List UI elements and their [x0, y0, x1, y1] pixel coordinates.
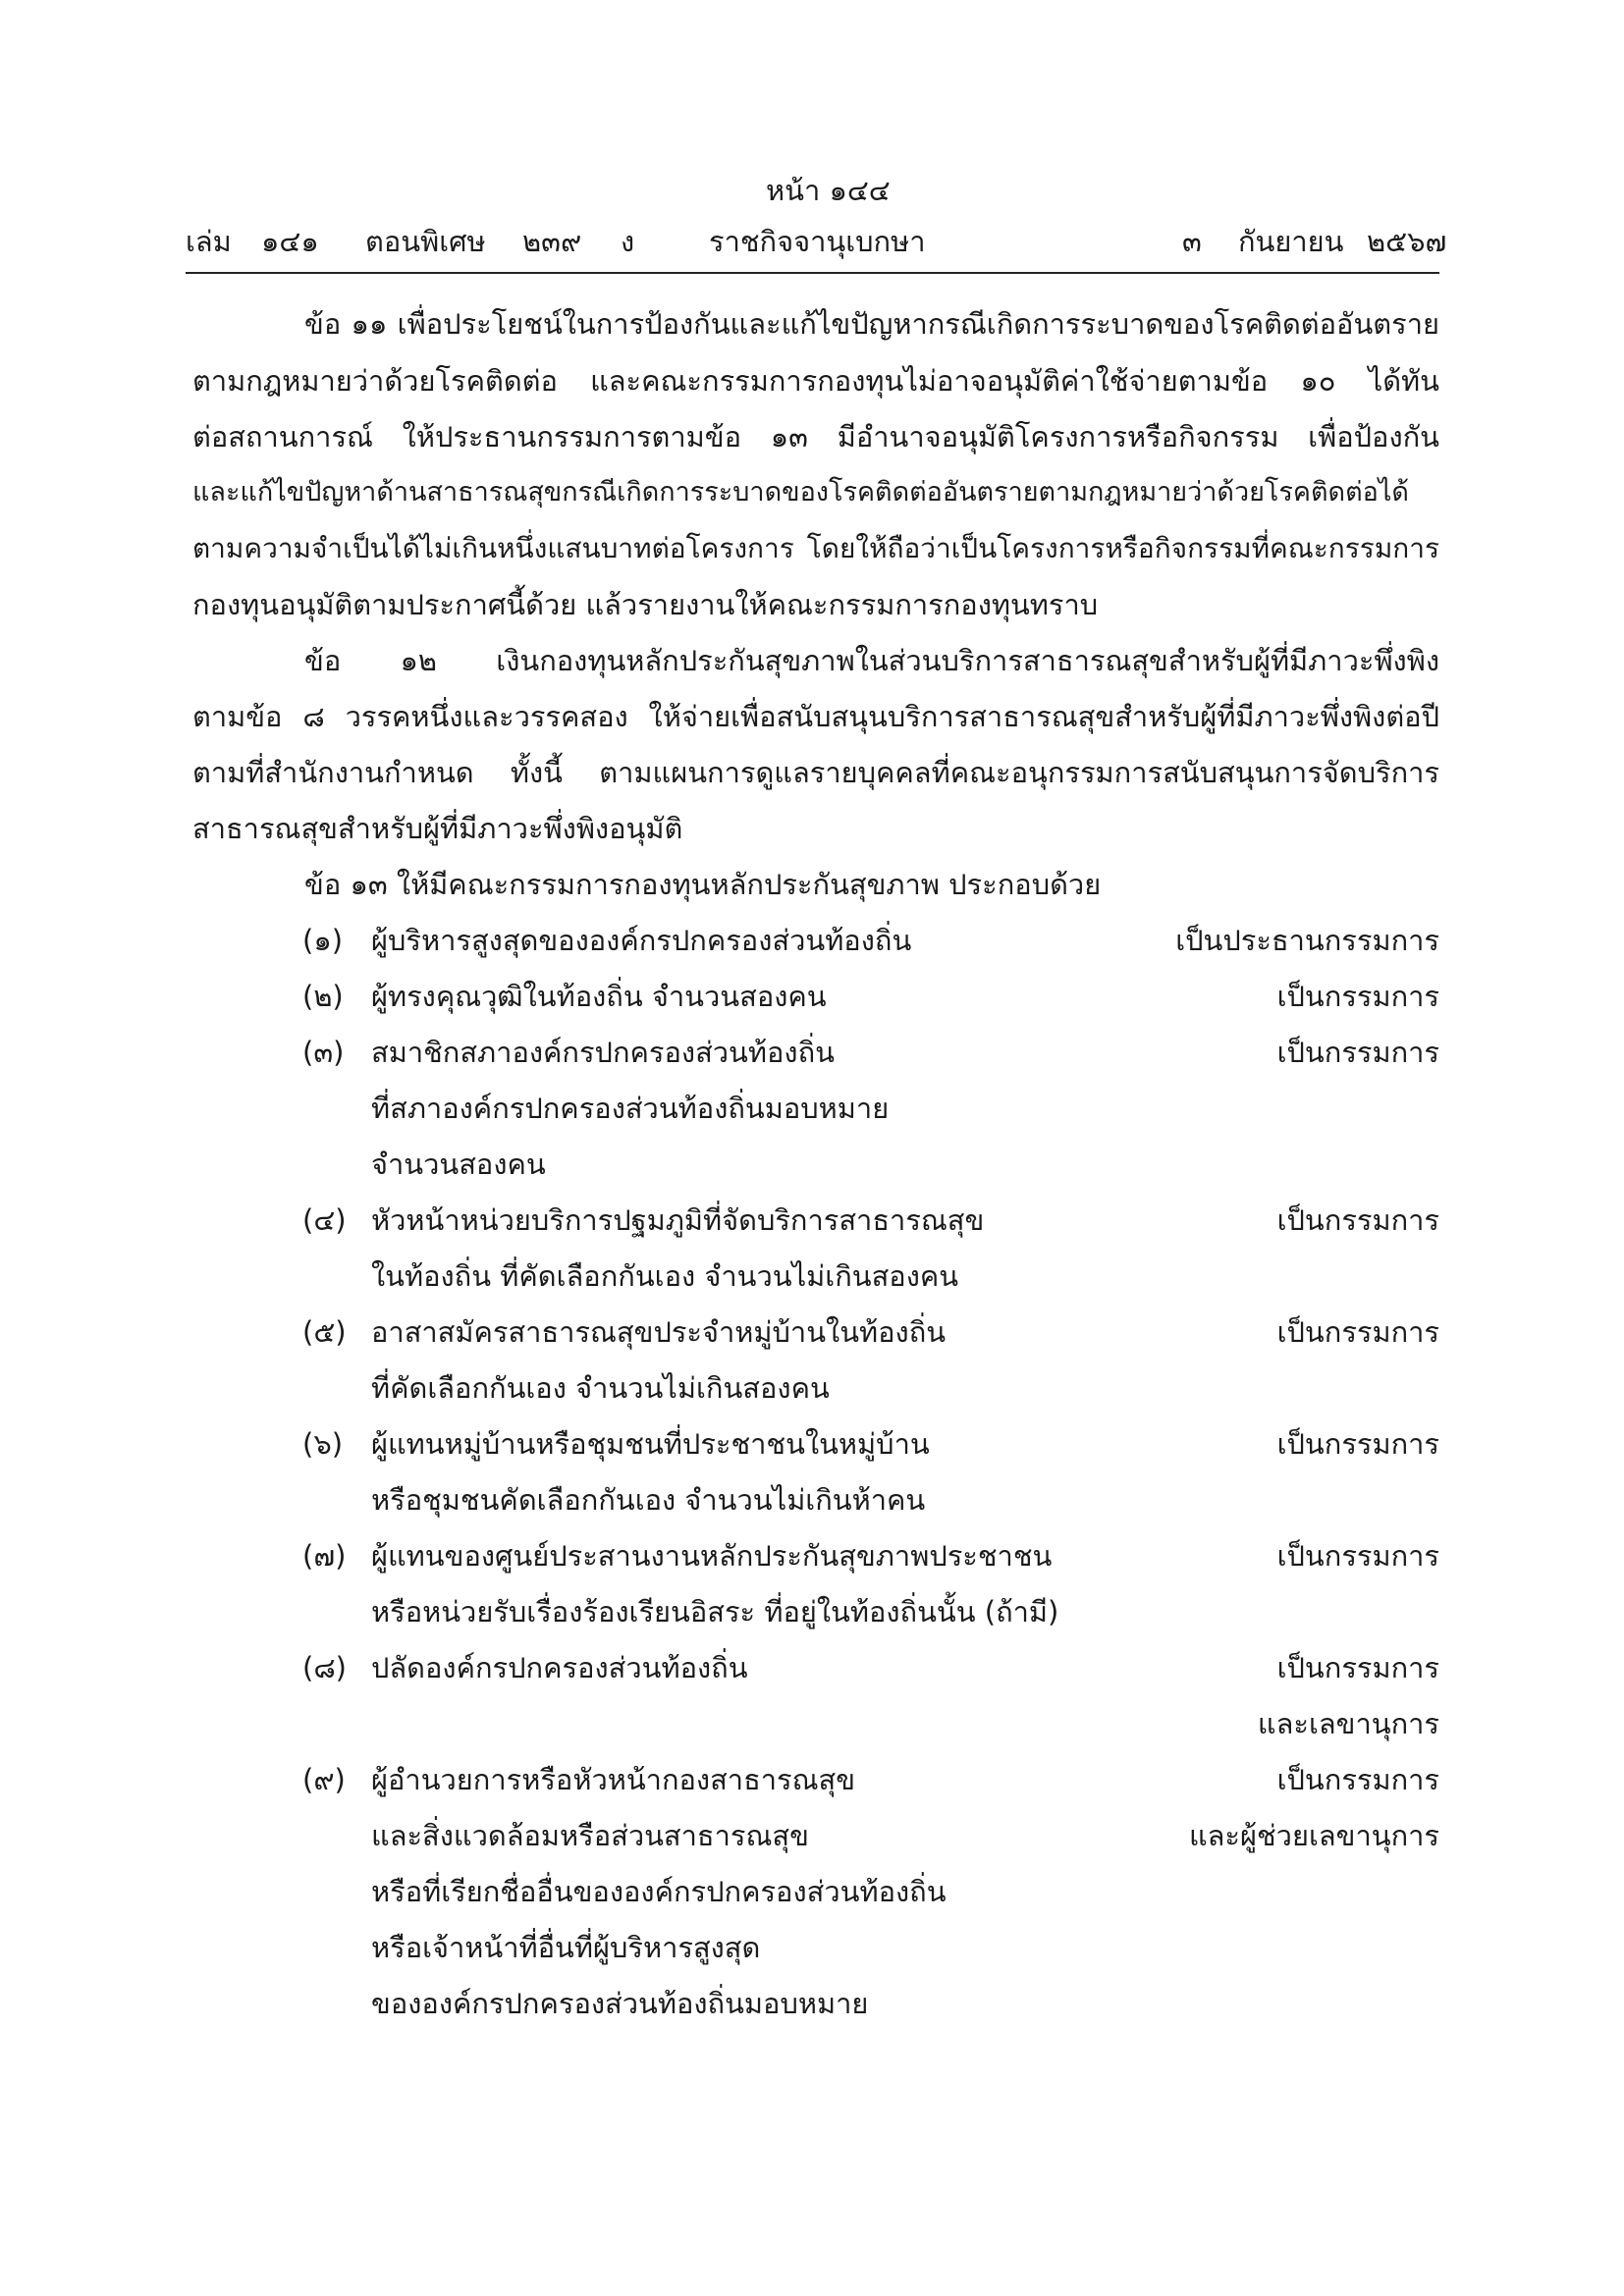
- member-role: เป็นกรรมการ: [1276, 980, 1439, 1013]
- section-number: ๒๓๙: [522, 225, 582, 258]
- member-description: หัวหน้าหน่วยบริการปฐมภูมิที่จัดบริการสาธารณสุข: [371, 1203, 985, 1237]
- member-description: หรือเจ้าหน้าที่อื่นที่ผู้บริหารสูงสุด: [371, 1931, 761, 1964]
- paragraph-line: ตามความจำเป็นได้ไม่เกินหนึ่งแสนบาทต่อโครงการ โดยให้ถือว่าเป็นโครงการหรือกิจกรรมที่คณะกรรมการ: [192, 532, 1439, 564]
- member-number: (๗): [302, 1539, 347, 1573]
- member-role: และผู้ช่วยเลขานุการ: [1188, 1819, 1439, 1852]
- date-year: ๒๕๖๗: [1367, 225, 1447, 258]
- publication-title: ราชกิจจานุเบกษา: [709, 225, 926, 258]
- member-description: ผู้อำนวยการหรือหัวหน้ากองสาธารณสุข: [371, 1763, 856, 1796]
- header-rule: [186, 272, 1439, 274]
- member-number: (๒): [302, 980, 344, 1013]
- paragraph-line: ตามข้อ ๘ วรรคหนึ่งและวรรคสอง ให้จ่ายเพื่อสนับสนุนบริการสาธารณสุขสำหรับผู้ที่มีภาวะพึ่งพิงต่อปี: [192, 700, 1439, 733]
- section-label: ตอนพิเศษ: [365, 225, 486, 258]
- member-role: เป็นกรรมการ: [1276, 1427, 1439, 1461]
- member-number: (๓): [302, 1036, 345, 1069]
- paragraph-line: กองทุนอนุมัติตามประกาศนี้ด้วย แล้วรายงานให้คณะกรรมการกองทุนทราบ: [192, 588, 1099, 621]
- member-description: หรือชุมชนคัดเลือกกันเอง จำนวนไม่เกินห้าคน: [371, 1483, 926, 1517]
- member-description: ผู้บริหารสูงสุดขององค์กรปกครองส่วนท้องถิ่น: [371, 924, 912, 957]
- member-role: เป็นกรรมการ: [1276, 1036, 1439, 1069]
- member-description: หรือหน่วยรับเรื่องร้องเรียนอิสระ ที่อยู่ในท้องถิ่นนั้น (ถ้ามี): [371, 1595, 1059, 1629]
- member-number: (๙): [302, 1763, 346, 1796]
- member-description: ผู้แทนของศูนย์ประสานงานหลักประกันสุขภาพประชาชน: [371, 1539, 1053, 1573]
- member-role: เป็นประธานกรรมการ: [1175, 924, 1439, 957]
- member-role: และเลขานุการ: [1257, 1707, 1439, 1740]
- member-description: จำนวนสองคน: [371, 1148, 546, 1181]
- paragraph-line: และแก้ไขปัญหาด้านสาธารณสุขกรณีเกิดการระบาดของโรคติดต่ออันตรายตามกฎหมายว่าด้วยโรคติดต่อได้: [192, 477, 1409, 507]
- member-number: (๖): [302, 1427, 344, 1461]
- section-letter: ง: [621, 225, 635, 258]
- clause-13-intro: ข้อ ๑๓ ให้มีคณะกรรมการกองทุนหลักประกันสุขภาพ ประกอบด้วย: [304, 868, 1102, 901]
- member-description: ผู้แทนหมู่บ้านหรือชุมชนที่ประชาชนในหมู่บ้าน: [371, 1427, 930, 1461]
- paragraph-line: ต่อสถานการณ์ ให้ประธานกรรมการตามข้อ ๑๓ มีอำนาจอนุมัติโครงการหรือกิจกรรม เพื่อป้องกัน: [192, 420, 1439, 454]
- member-description: ปลัดองค์กรปกครองส่วนท้องถิ่น: [371, 1651, 748, 1684]
- paragraph-line: ข้อ ๑๑ เพื่อประโยชน์ในการป้องกันและแก้ไขปัญหากรณีเกิดการระบาดของโรคติดต่ออันตราย: [304, 307, 1439, 341]
- member-role: เป็นกรรมการ: [1276, 1315, 1439, 1349]
- member-role: เป็นกรรมการ: [1276, 1763, 1439, 1796]
- paragraph-line: ตามที่สำนักงานกำหนด ทั้งนี้ ตามแผนการดูแลรายบุคคลที่คณะอนุกรรมการสนับสนุนการจัดบริการ: [192, 756, 1439, 789]
- paragraph-line: ข้อ ๑๒ เงินกองทุนหลักประกันสุขภาพในส่วนบริการสาธารณสุขสำหรับผู้ที่มีภาวะพึ่งพิง: [304, 644, 1439, 677]
- member-number: (๔): [302, 1203, 347, 1237]
- member-role: เป็นกรรมการ: [1276, 1651, 1439, 1684]
- paragraph-line: ตามกฎหมายว่าด้วยโรคติดต่อ และคณะกรรมการกองทุนไม่อาจอนุมัติค่าใช้จ่ายตามข้อ ๑๐ ได้ทัน: [192, 364, 1439, 398]
- member-role: เป็นกรรมการ: [1276, 1203, 1439, 1237]
- page-number: หน้า ๑๔๔: [766, 174, 891, 207]
- member-description: และสิ่งแวดล้อมหรือส่วนสาธารณสุข: [371, 1819, 809, 1852]
- member-description: ในท้องถิ่น ที่คัดเลือกกันเอง จำนวนไม่เกินสองคน: [371, 1259, 959, 1293]
- paragraph-line: สาธารณสุขสำหรับผู้ที่มีภาวะพึ่งพิงอนุมัติ: [192, 812, 683, 845]
- member-description: ขององค์กรปกครองส่วนท้องถิ่นมอบหมาย: [371, 1987, 869, 2020]
- member-description: ผู้ทรงคุณวุฒิในท้องถิ่น จำนวนสองคน: [371, 980, 827, 1013]
- date-month: กันยายน: [1238, 225, 1344, 258]
- member-description: อาสาสมัครสาธารณสุขประจำหมู่บ้านในท้องถิ่น: [371, 1315, 947, 1349]
- member-description: หรือที่เรียกชื่ออื่นขององค์กรปกครองส่วนท้องถิ่น: [371, 1875, 947, 1908]
- member-number: (๘): [302, 1651, 348, 1684]
- date-day: ๓: [1182, 225, 1202, 258]
- member-role: เป็นกรรมการ: [1276, 1539, 1439, 1573]
- volume-label: เล่ม: [186, 225, 232, 258]
- volume-number: ๑๔๑: [261, 225, 319, 258]
- member-number: (๑): [302, 924, 344, 957]
- member-description: ที่สภาองค์กรปกครองส่วนท้องถิ่นมอบหมาย: [371, 1092, 890, 1125]
- member-description: ที่คัดเลือกกันเอง จำนวนไม่เกินสองคน: [371, 1371, 830, 1405]
- member-description: สมาชิกสภาองค์กรปกครองส่วนท้องถิ่น: [371, 1036, 835, 1069]
- member-number: (๕): [302, 1315, 347, 1349]
